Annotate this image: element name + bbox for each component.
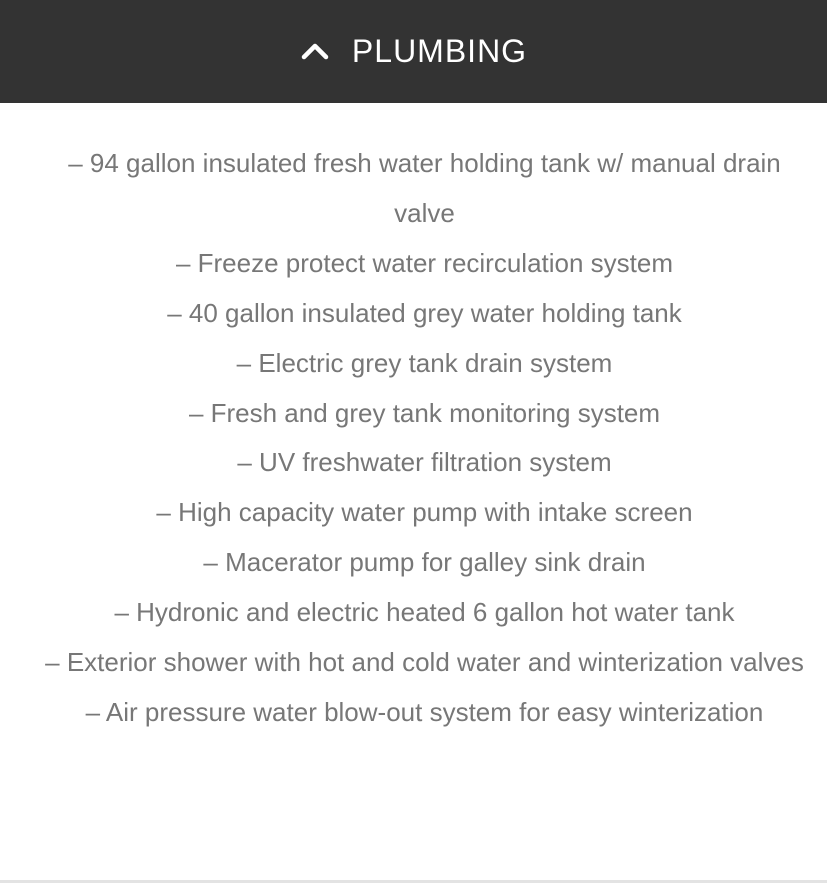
list-item: – Macerator pump for galley sink drain [203, 547, 646, 578]
accordion-header-plumbing[interactable] [0, 0, 827, 103]
chevron-up-icon [300, 39, 330, 61]
list-item: – Exterior shower with hot and cold water and winterization valves [45, 647, 804, 678]
divider [0, 880, 827, 883]
list-item: – 94 gallon insulated fresh water holding tank w/ manual drain valve [68, 148, 781, 228]
accordion-title: PLUMBING [351, 33, 528, 69]
list-item: – 40 gallon insulated grey water holding tank [167, 297, 682, 328]
list-item: – Freeze protect water recirculation system [175, 247, 674, 278]
accordion-content [0, 139, 827, 738]
list-item: – Electric grey tank drain system [236, 347, 613, 378]
list-item: – UV freshwater filtration system [237, 447, 612, 478]
list-item: – Fresh and grey tank monitoring system [188, 397, 661, 428]
list-item: – High capacity water pump with intake screen [156, 497, 693, 528]
list-item: – Hydronic and electric heated 6 gallon hot water tank [114, 597, 735, 628]
list-item: – Air pressure water blow-out system for easy winterization [85, 696, 764, 727]
